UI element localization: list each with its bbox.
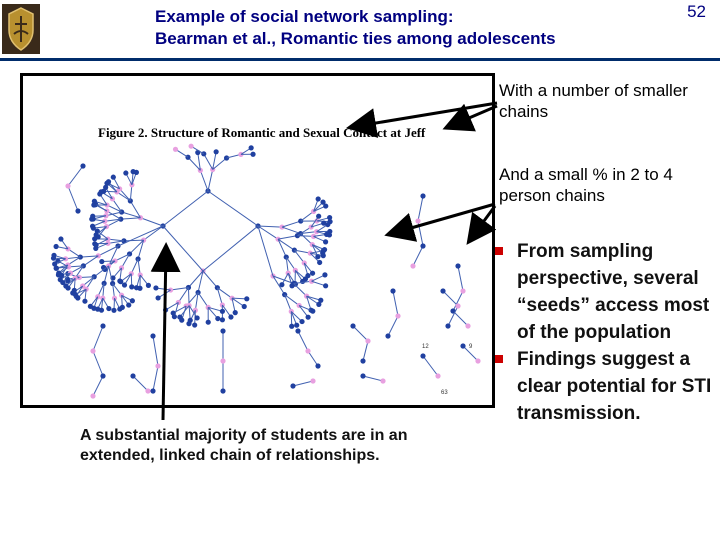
callout-small-percent: And a small % in 2 to 4 person chains: [499, 165, 673, 205]
brand-label: Foundations of Research: [52, 10, 133, 38]
figure-small-label: 12: [422, 344, 429, 350]
arrow-to-main-component: [163, 248, 166, 420]
title-line-2: Bearman et al., Romantic ties among adolescents: [155, 29, 556, 48]
figure-small-label: 63: [441, 390, 448, 396]
figure-small-label: 9: [469, 344, 473, 350]
callout-smaller-chains: With a number of smaller chains: [499, 81, 688, 121]
slide-number: 52: [687, 2, 706, 21]
figure-caption: Figure 2. Structure of Romantic and Sexual Contact at Jeff: [98, 125, 426, 140]
bullet-text: Findings suggest a clear potential for STI transmission.: [517, 349, 712, 424]
bullet-text: From sampling perspective, several “seeds” access most of the population: [517, 241, 710, 343]
title-line-1: Example of social network sampling:: [155, 7, 454, 26]
callout-majority: A substantial majority of students are in an extended, linked chain of relationships.: [80, 427, 408, 464]
